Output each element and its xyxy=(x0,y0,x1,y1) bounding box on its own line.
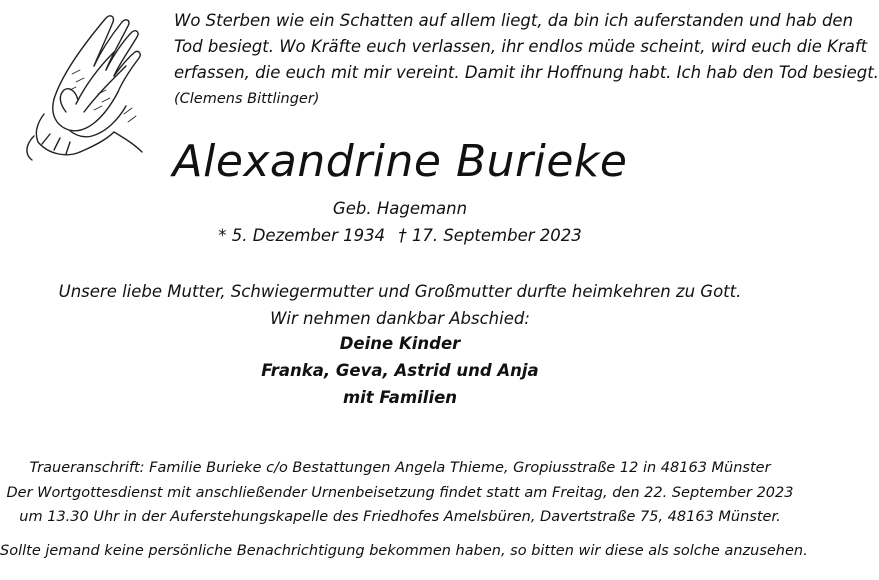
farewell-message xyxy=(0,278,800,332)
poem-line: Tod besiegt. Wo Kräfte euch verlassen, ihr endlos müde scheint, wird euch die Kraft xyxy=(174,37,868,56)
message-line: Wir nehmen dankbar Abschied: xyxy=(270,309,530,328)
birth-info xyxy=(0,195,800,249)
mourner-line: Deine Kinder xyxy=(339,334,461,353)
footer-address: Traueranschrift: Familie Burieke c/o Bestattungen Angela Thieme, Gropiusstraße 12 in 48163 Münster xyxy=(29,460,771,476)
poem-author: (Clemens Bittlinger) xyxy=(174,91,320,107)
mourner-line: mit Familien xyxy=(342,388,458,407)
maiden-name: Geb. Hagemann xyxy=(332,199,468,218)
birth-date: * 5. Dezember 1934 xyxy=(218,226,386,245)
message-line: Unsere liebe Mutter, Schwiegermutter und Großmutter durfte heimkehren zu Gott. xyxy=(58,282,742,301)
mourner-line: Franka, Geva, Astrid und Anja xyxy=(261,361,539,380)
poem-line: Wo Sterben wie ein Schatten auf allem liegt, da bin ich auferstanden und hab den xyxy=(174,11,854,30)
poem xyxy=(174,8,879,112)
footer-note: Sollte jemand keine persönliche Benachrichtigung bekommen haben, so bitten wir diese als solche anzusehen. xyxy=(0,542,808,559)
death-date: † 17. September 2023 xyxy=(398,226,582,245)
footer-service-location: um 13.30 Uhr in der Auferstehungskapelle des Friedhofes Amelsbüren, Davertstraße 75, 48163 Münster. xyxy=(19,509,781,525)
deceased-name: Alexandrine Burieke xyxy=(172,136,628,187)
footer-service: Der Wortgottesdienst mit anschließender Urnenbeisetzung findet statt am Freitag, den 22. September 2023 xyxy=(6,484,794,501)
footer xyxy=(0,456,808,563)
life-dates xyxy=(0,222,800,249)
mourners xyxy=(0,330,800,411)
poem-line: erfassen, die euch mit mir vereint. Damit ihr Hoffnung habt. Ich hab den Tod besiegt. xyxy=(174,63,879,82)
